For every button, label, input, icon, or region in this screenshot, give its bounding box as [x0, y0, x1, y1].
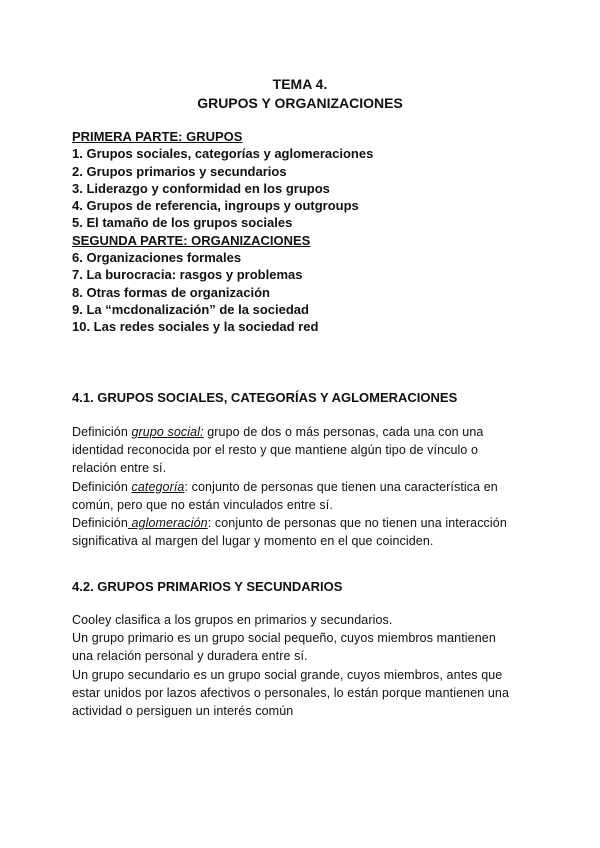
toc-part-1: PRIMERA PARTE: GRUPOS: [72, 129, 243, 144]
definition-prefix: Definición: [72, 516, 128, 531]
toc-item: 7. La burocracia: rasgos y problemas: [72, 267, 303, 283]
definition-text: grupo de dos o más personas, cada una con una: [203, 425, 484, 439]
body-line: una relación personal y duradera entre sí.: [72, 649, 308, 664]
definition-prefix: Definición: [72, 479, 132, 494]
topic-title: GRUPOS Y ORGANIZACIONES: [197, 95, 403, 111]
body-line: Un grupo primario es un grupo social pequeño, cuyos miembros mantienen: [72, 631, 496, 646]
definition-text: : conjunto de personas que no tienen una interacción: [207, 516, 507, 531]
table-of-contents: [72, 128, 552, 336]
section-1-heading: 4.1. GRUPOS SOCIALES, CATEGORÍAS Y AGLOMERACIONES: [72, 390, 458, 405]
term-categoria: categoría: [131, 479, 185, 494]
term-grupo-social: grupo social:: [131, 425, 204, 439]
toc-item: 4. Grupos de referencia, ingroups y outgroups: [72, 198, 359, 214]
definition-line: relación entre sí.: [72, 461, 167, 476]
definition-line: común, pero que no están vinculados entre sí.: [72, 497, 333, 512]
toc-item: 1. Grupos sociales, categorías y aglomeraciones: [72, 146, 374, 162]
definition-text: : conjunto de personas que tienen una característica en: [184, 479, 498, 494]
term-aglomeracion: aglomeración: [127, 516, 208, 531]
toc-item: 2. Grupos primarios y secundarios: [72, 163, 287, 179]
body-line: actividad o persiguen un interés común: [72, 704, 294, 719]
definition-line: identidad reconocida por el resto y que mantiene algún tipo de vínculo o: [72, 443, 479, 458]
section-2-heading: 4.2. GRUPOS PRIMARIOS Y SECUNDARIOS: [72, 579, 343, 594]
definition-line: [72, 478, 532, 496]
section-1-definitions: [72, 423, 532, 550]
definition-line: [72, 423, 532, 441]
body-line: Un grupo secundario es un grupo social grande, cuyos miembros, antes que: [72, 667, 503, 682]
body-line: Cooley clasifica a los grupos en primarios y secundarios.: [72, 613, 393, 627]
toc-item: 6. Organizaciones formales: [72, 250, 242, 266]
definition-line: [72, 514, 532, 532]
toc-item: 3. Liderazgo y conformidad en los grupos: [72, 180, 330, 196]
toc-item: 5. El tamaño de los grupos sociales: [72, 215, 293, 231]
definition-line: significativa al margen del lugar y momento en el que coinciden.: [72, 534, 434, 549]
toc-item: 9. La “mcdonalización” de la sociedad: [72, 301, 309, 317]
definition-prefix: Definición: [72, 425, 132, 439]
topic-number: TEMA 4.: [272, 76, 328, 92]
toc-item: 10. Las redes sociales y la sociedad red: [72, 319, 319, 335]
section-2-body: [72, 611, 532, 720]
toc-item: 8. Otras formas de organización: [72, 284, 270, 300]
body-line: estar unidos por lazos afectivos o personales, lo están porque mantienen una: [72, 685, 510, 700]
toc-part-2: SEGUNDA PARTE: ORGANIZACIONES: [72, 232, 311, 248]
